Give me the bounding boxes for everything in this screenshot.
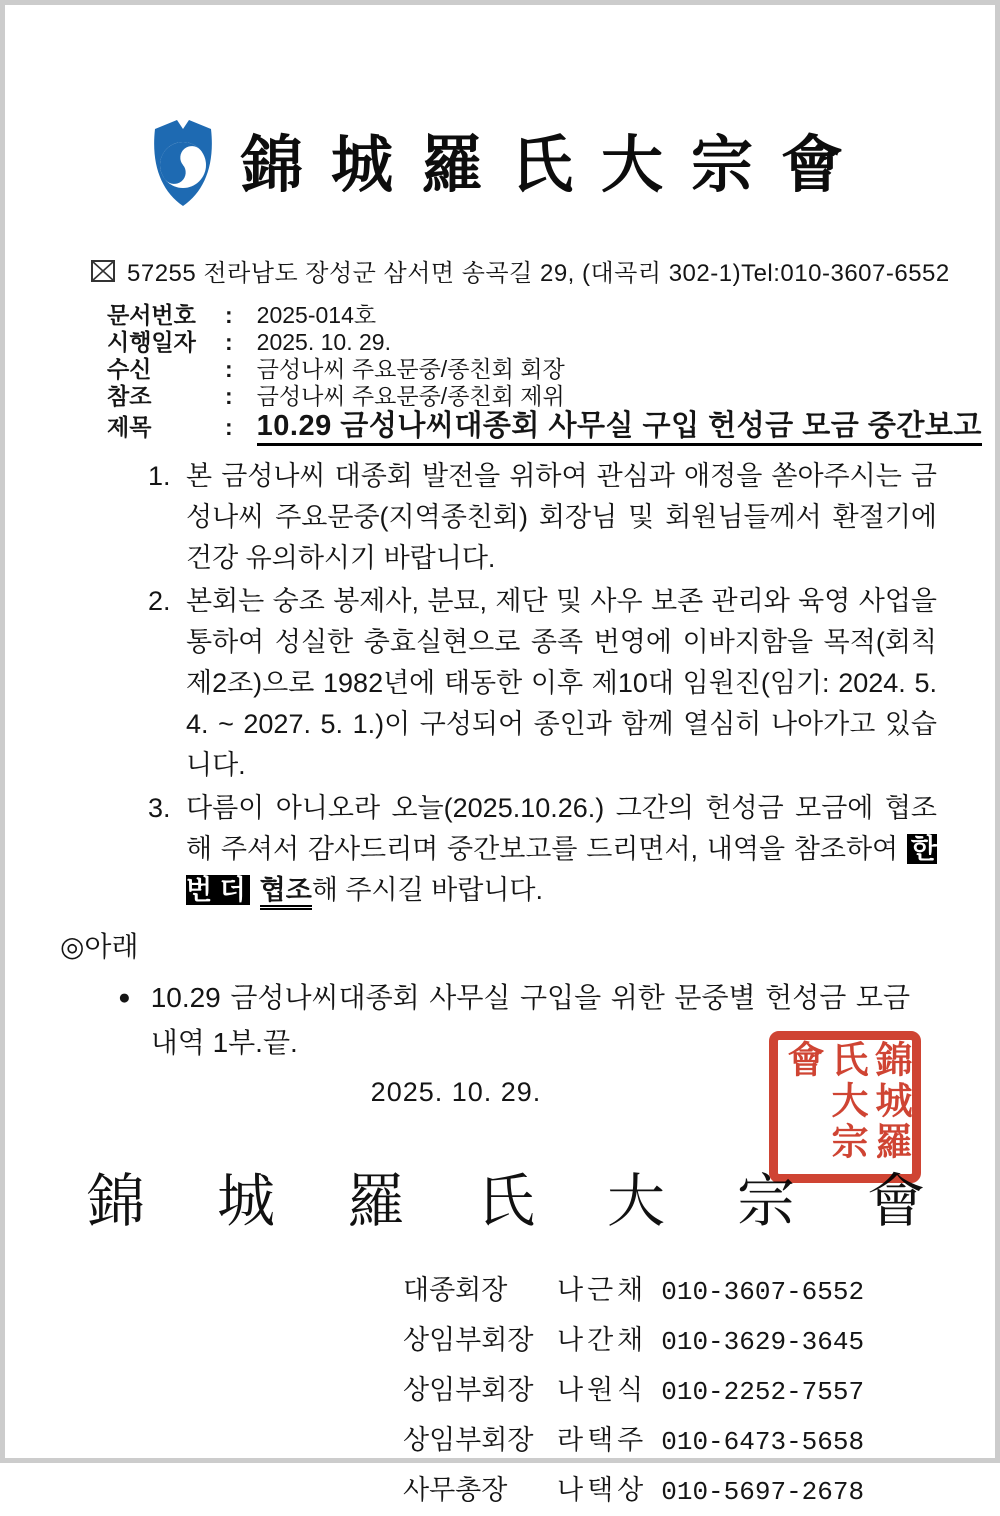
contact-row: [403, 1366, 995, 1416]
contact-phone: 010-3629-3645: [661, 1327, 865, 1357]
contact-row: [403, 1466, 995, 1516]
highlighted-phrase: 한번 더: [186, 834, 937, 905]
meta-label: 제목: [107, 414, 152, 440]
meta-block: [107, 302, 995, 446]
colon: :: [225, 383, 233, 409]
org-title: 錦城羅氏大宗會: [241, 131, 872, 200]
paragraph-text-after: 해 주시길 바랍니다.: [311, 875, 544, 905]
meta-row-subject: [107, 410, 995, 446]
colon: :: [225, 302, 233, 328]
meta-label: 문서번호: [107, 302, 196, 328]
shield-taegeuk-icon: [143, 107, 223, 211]
document-date: 2025. 10. 29.: [370, 1077, 542, 1107]
meta-row-cc: [107, 383, 995, 410]
contact-phone: 010-2252-7557: [661, 1377, 865, 1407]
paragraph-number: 1.: [148, 461, 171, 491]
contact-phone: 010-3607-6552: [661, 1277, 865, 1307]
contact-row: [403, 1316, 995, 1366]
contact-role: 사무총장: [403, 1475, 508, 1505]
meta-label: 수신: [107, 356, 152, 382]
paragraph-number: 2.: [148, 586, 171, 616]
contact-list: [403, 1266, 995, 1516]
meta-label: 시행일자: [107, 329, 196, 355]
contact-role: 상임부회장: [403, 1375, 534, 1405]
contact-role: 상임부회장: [403, 1425, 534, 1455]
meta-row-date: [107, 329, 995, 356]
contact-phone: 010-6473-5658: [661, 1427, 865, 1457]
paragraph-2: [148, 581, 937, 786]
emphasized-word: 협조: [260, 875, 312, 910]
meta-value: 금성나씨 주요문중/종친회 제위: [256, 383, 565, 409]
paragraph-3: [148, 788, 937, 911]
meta-value: 2025-014호: [256, 302, 377, 328]
signature-org-name: 錦城羅氏大宗會: [87, 1169, 998, 1234]
colon: :: [225, 414, 233, 440]
contact-row: [403, 1416, 995, 1466]
contact-role: 상임부회장: [403, 1325, 534, 1355]
contact-phone: 010-5697-2678: [661, 1477, 865, 1507]
paragraph-1: [148, 456, 937, 579]
attachment-text: 10.29 금성나씨대종회 사무실 구입을 위한 문중별 헌성금 모금 내역 1부.끝.: [150, 982, 910, 1058]
meta-row-recipient: [107, 356, 995, 383]
paragraph-text-before: 다름이 아니오라 오늘(2025.10.26.) 그간의 헌성금 모금에 협조해 주셔서 감사드리며 중간보고를 드리면서, 내역을 참조하여: [186, 793, 937, 864]
meta-value: 2025. 10. 29.: [256, 329, 391, 355]
colon: :: [225, 356, 233, 382]
meta-value: 금성나씨 주요문중/종친회 회장: [256, 356, 565, 382]
org-header: [143, 107, 995, 211]
body-paragraphs: [148, 456, 937, 911]
address-line: [91, 253, 995, 288]
address-text: 57255 전라남도 장성군 삼서면 송곡길 29, (대곡리 302-1)Tel:010-3607-6552: [127, 260, 950, 287]
contact-name: 라택주: [557, 1425, 648, 1455]
bullet-icon: ●: [118, 986, 131, 1009]
contact-name: 나택상: [557, 1475, 648, 1505]
colon: :: [225, 329, 233, 355]
red-seal-stamp: [769, 1031, 921, 1183]
contact-name: 나원식: [557, 1375, 648, 1405]
seal-text: 錦城羅氏大宗會: [781, 1040, 910, 1163]
paragraph-number: 3.: [148, 793, 171, 823]
subject-title: 10.29 금성나씨대종회 사무실 구입 헌성금 모금 중간보고: [257, 413, 982, 446]
paragraph-text: [186, 788, 937, 911]
paragraph-text: 본 금성나씨 대종회 발전을 위하여 관심과 애정을 쏟아주시는 금성나씨 주요문중(지역종친회) 회장님 및 회원님들께서 환절기에 건강 유의하시기 바랍니다.: [186, 461, 937, 573]
contact-role: 대종회장: [403, 1275, 508, 1305]
contact-row: [403, 1266, 995, 1316]
contact-name: 나간채: [557, 1325, 648, 1355]
paragraph-text: 본회는 숭조 봉제사, 분묘, 제단 및 사우 보존 관리와 육영 사업을 통하여 성실한 충효실현으로 종족 번영에 이바지함을 목적(회칙 제2조)으로 1982년에 태동한 이후 제10대 임원진(임기: 2024. 5. 4. ~ 2027. 5. 1.)이 구성되어 종인과 함께 열심히 나아가고 있습니다.: [186, 586, 937, 780]
meta-label: 참조: [107, 383, 152, 409]
envelope-icon: [91, 260, 115, 282]
contact-name: 나근채: [557, 1275, 648, 1305]
meta-row-docnum: [107, 302, 995, 329]
below-marker: ◎아래: [60, 931, 139, 962]
